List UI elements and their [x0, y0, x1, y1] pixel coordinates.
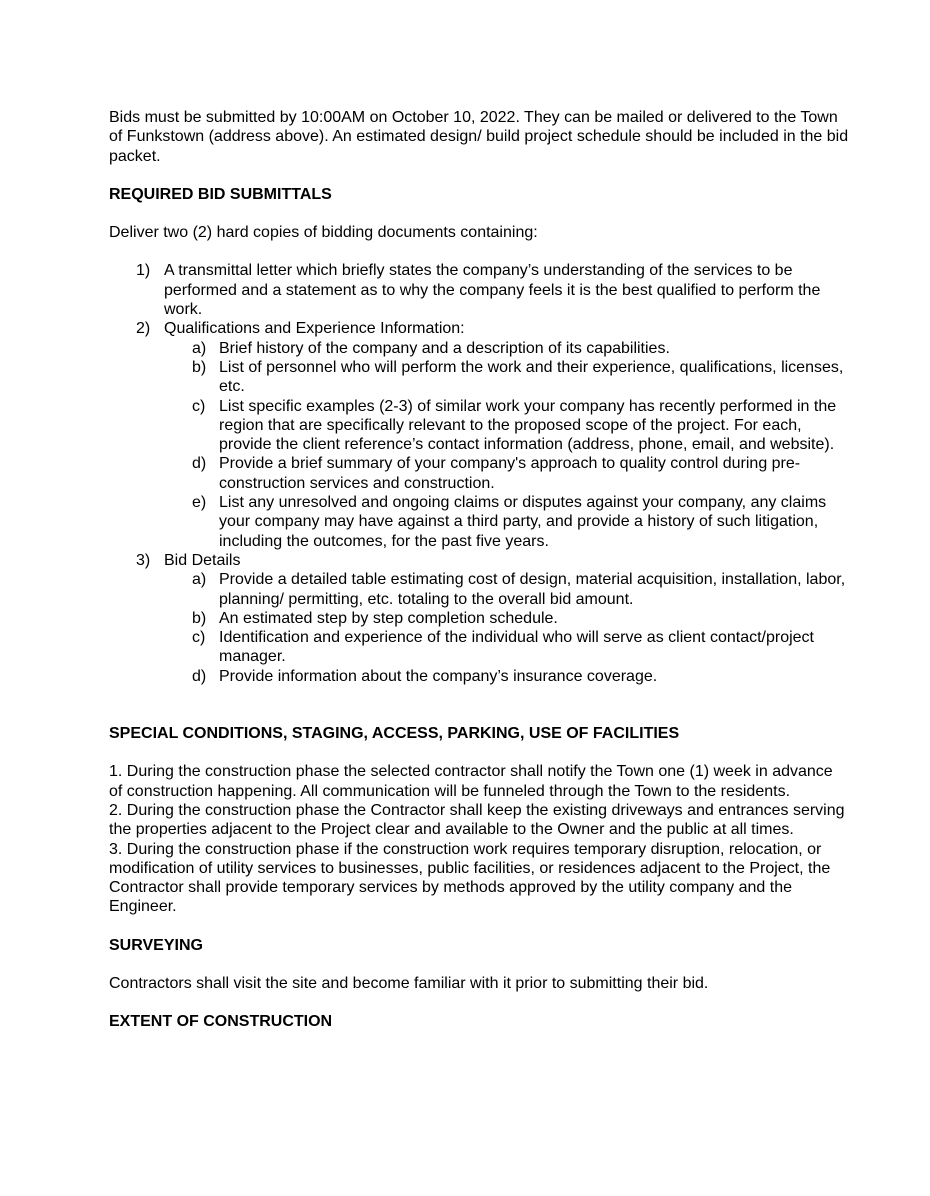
sub-text: Identification and experience of the individual who will serve as client contact/project manager. [219, 629, 814, 666]
sub-text: Brief history of the company and a description of its capabilities. [219, 339, 670, 357]
sub-text: Provide a detailed table estimating cost of design, material acquisition, installation, labor, planning/ permitting, etc. totaling to the overall bid amount. [219, 571, 846, 608]
sub-text: Provide a brief summary of your company's approach to quality control during pre-construction services and construction. [219, 455, 801, 492]
section-spacer [109, 993, 849, 1012]
special-paragraph-1: 1. During the construction phase the selected contractor shall notify the Town one (1) week in advance of construction happening. All communication will be funneled through the Town to the residents. [109, 763, 833, 800]
sub-list-item [164, 667, 849, 686]
sub-text: List any unresolved and ongoing claims or disputes against your company, any claims your company may have against a third party, and provide a history of such litigation, including the outcomes, for the past five years. [219, 494, 827, 550]
item-number: 2) [136, 320, 151, 338]
section-spacer [109, 917, 849, 936]
sub-list-item [164, 339, 849, 358]
sub-list-item [164, 570, 849, 609]
surveying-paragraph: Contractors shall visit the site and become familiar with it prior to submitting their bid. [109, 974, 709, 992]
item-text: Bid Details [164, 551, 241, 569]
sub-letter: c) [192, 397, 206, 415]
special-paragraph-2: 2. During the construction phase the Contractor shall keep the existing driveways and entrances serving the properties adjacent to the Project clear and available to the Owner and the public at all times. [109, 801, 845, 839]
sub-letter: d) [192, 455, 207, 473]
sub-letter: d) [192, 667, 207, 685]
sub-list-item [164, 358, 849, 397]
sub-list-item [164, 397, 849, 455]
sub-text: List of personnel who will perform the work and their experience, qualifications, licenses, etc. [219, 358, 844, 396]
sub-letter: b) [192, 609, 207, 627]
sub-letter: b) [192, 358, 207, 376]
sub-letter: c) [192, 629, 206, 647]
sub-letter: a) [192, 339, 207, 357]
sub-list [164, 339, 849, 551]
extent-heading: EXTENT OF CONSTRUCTION [109, 1013, 333, 1031]
sub-list-item [164, 493, 849, 551]
item-text: A transmittal letter which briefly states the company’s understanding of the services to be performed and a statement as to why the company feels it is the best qualified to perform the work. [164, 262, 821, 319]
surveying-heading: SURVEYING [109, 936, 203, 954]
sub-letter: a) [192, 571, 207, 589]
sub-list [164, 570, 849, 686]
special-paragraph-3: 3. During the construction phase if the construction work requires temporary disruption, relocation, or modification of utility services to businesses, public facilities, or residences adjacent to the Project, the Contractor shall provide temporary services by methods approved by the utility company and the Engineer. [109, 840, 831, 916]
list-item [109, 319, 849, 551]
special-heading: SPECIAL CONDITIONS, STAGING, ACCESS, PARKING, USE OF FACILITIES [109, 725, 680, 743]
item-number: 1) [136, 262, 151, 280]
section-spacer [109, 686, 849, 724]
sub-text: Provide information about the company’s insurance coverage. [219, 667, 658, 685]
item-number: 3) [136, 551, 151, 569]
sub-list-item [164, 628, 849, 667]
required-heading: REQUIRED BID SUBMITTALS [109, 185, 332, 203]
sub-list-item [164, 454, 849, 493]
intro-paragraph: Bids must be submitted by 10:00AM on October 10, 2022. They can be mailed or delivered to the Town of Funkstown (address above). An estimated design/ build project schedule should be included in the bid packet. [109, 109, 849, 165]
document-page [109, 108, 849, 1051]
required-lead: Deliver two (2) hard copies of bidding documents containing: [109, 224, 538, 242]
sub-text: An estimated step by step completion schedule. [219, 609, 558, 627]
item-text: Qualifications and Experience Information: [164, 320, 465, 338]
sub-letter: e) [192, 494, 207, 512]
required-list [109, 261, 849, 686]
sub-text: List specific examples (2-3) of similar work your company has recently performed in the region that are specifically relevant to the proposed scope of the project. For each, provide the client reference’s contact information (address, phone, email, and website). [219, 397, 837, 454]
list-item [109, 551, 849, 686]
list-item [109, 261, 849, 319]
sub-list-item [164, 609, 849, 628]
